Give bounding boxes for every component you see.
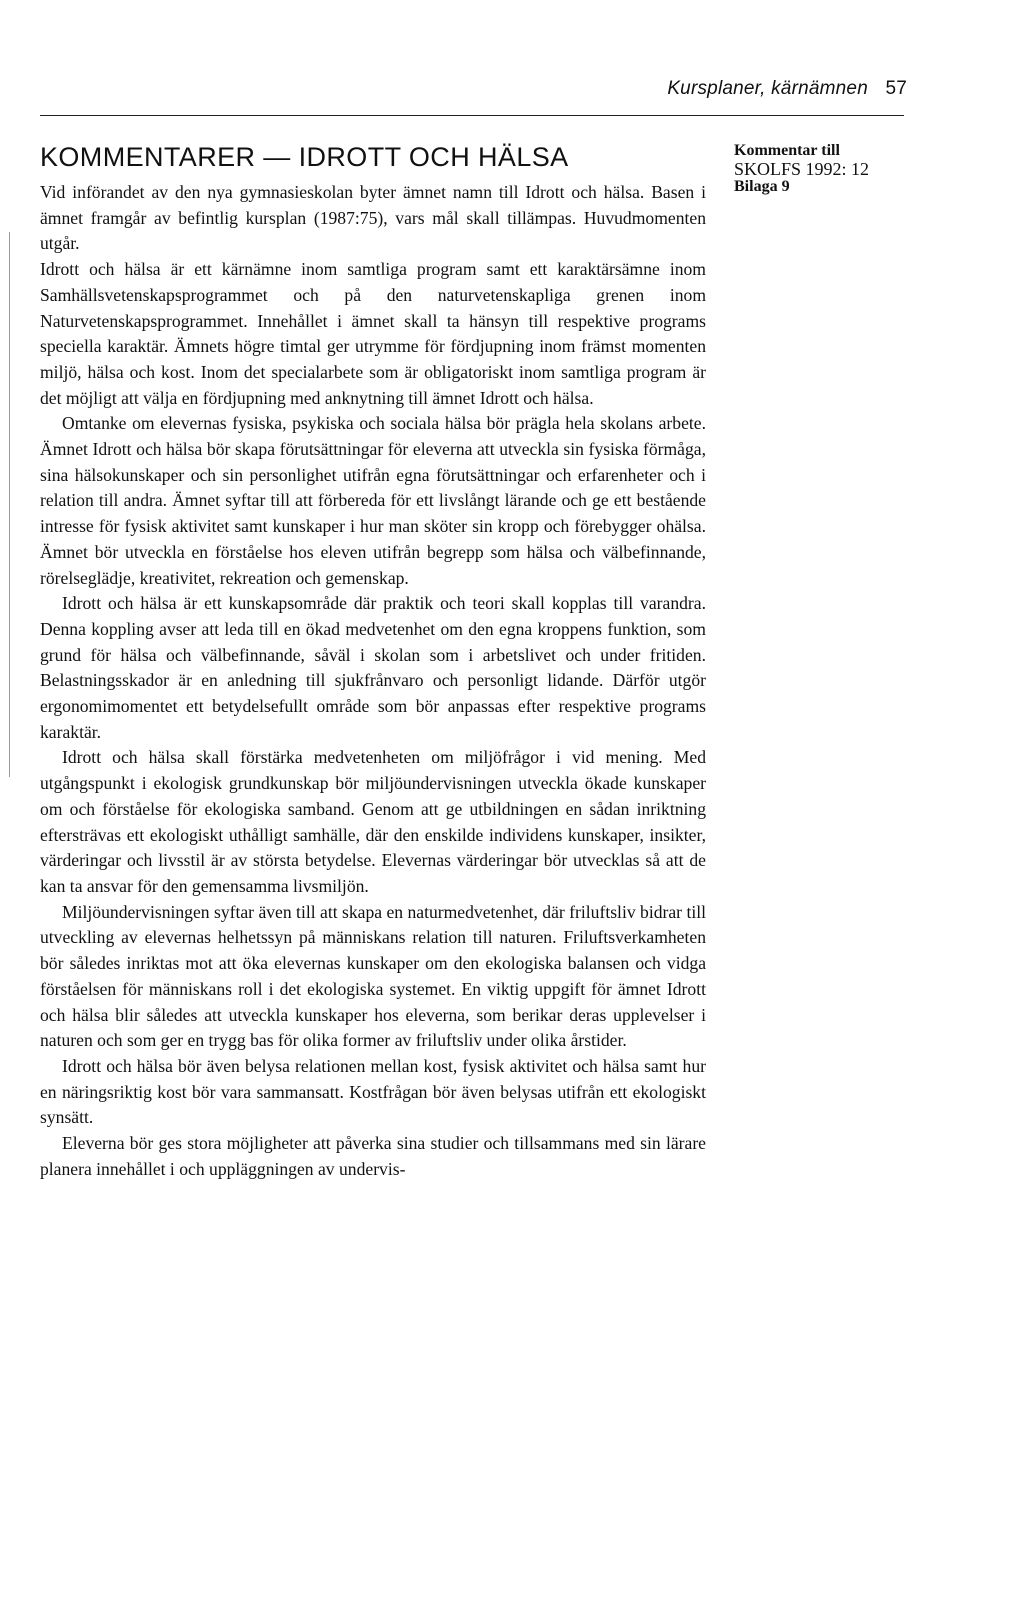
margin-bar (9, 232, 10, 777)
margin-note-line-2: SKOLFS 1992: 12 (734, 159, 870, 179)
section-heading: KOMMENTARER — IDROTT OCH HÄLSA (40, 142, 569, 172)
article-body (40, 140, 706, 1182)
margin-note-line-1: Kommentar till (734, 142, 840, 159)
margin-note (734, 142, 914, 196)
running-title: Kursplaner, kärnämnen (667, 78, 868, 99)
paragraph-2: Idrott och hälsa är ett kärnämne inom samtliga program samt ett karaktärsämne inom Samhällsvetenskapsprogrammet och på den naturvetenskapliga grenen inom Naturvetenskapsprogrammet. Innehållet i ämnet skall ta hänsyn till respektive programs speciella karaktär. Ämnets högre timtal ger utrymme för fördjupning inom främst momenten miljö, hälsa och kost. Inom det specialarbete som är obligatoriskt inom samtliga program är det möjligt att välja en fördjupning med anknytning till ämnet Idrott och hälsa. (40, 259, 706, 408)
margin-note-line-3: Bilaga 9 (734, 178, 790, 195)
paragraph-4: Idrott och hälsa är ett kunskapsområde där praktik och teori skall kopplas till varandra. Denna koppling avser att leda till en ökad medvetenhet om den egna kroppens funktion, som grund för hälsa och välbefinnande, såväl i skolan som i arbetslivet och under fritiden. Belastningsskador är en anledning till sjukfrånvaro och personligt lidande. Därför utgör ergonomimomentet ett betydelsefullt område som bör anpassas efter respektive programs karaktär. (40, 593, 706, 742)
header-rule (40, 115, 904, 116)
paragraph-7: Idrott och hälsa bör även belysa relationen mellan kost, fysisk aktivitet och hälsa samt hur en näringsriktig kost bör vara sammansatt. Kostfrågan bör även belysas utifrån ett ekologiskt synsätt. (40, 1055, 706, 1128)
paragraph-1: Vid införandet av den nya gymnasieskolan byter ämnet namn till Idrott och hälsa. Basen i ämnet framgår av befintlig kursplan (1987:75), vars mål skall tillämpas. Huvudmomenten utgår. (40, 182, 706, 254)
paragraph-5: Idrott och hälsa skall förstärka medvetenheten om miljöfrågor i vid mening. Med utgångspunkt i ekologisk grundkunskap bör miljöundervisningen utveckla ökade kunskaper om och förståelse för ekologiska samband. Genom att ge utbildningen en sådan inriktning eftersträvas ett ekologiskt uthålligt samhälle, där den enskilde individens kunskaper, insikter, värderingar och livsstil är av största betydelse. Elevernas värderingar bör utvecklas så att de kan ta ansvar för den gemensamma livsmiljön. (40, 747, 706, 896)
paragraph-8: Eleverna bör ges stora möjligheter att påverka sina studier och tillsammans med sin lärare planera innehållet i och uppläggningen av undervis- (40, 1133, 706, 1179)
paragraph-6: Miljöundervisningen syftar även till att skapa en naturmedvetenhet, där friluftsliv bidrar till utveckling av elevernas helhetssyn på människans relation till naturen. Friluftsverkamheten bör således inriktas mot att öka elevernas kunskaper om den ekologiska balansen och vidga förståelsen för människans roll i det ekologiska systemet. En viktig uppgift för ämnet Idrott och hälsa blir således att utveckla kunskaper hos eleverna, som berikar deras upplevelser i naturen och som ger en trygg bas för olika former av friluftsliv under olika årstider. (40, 901, 706, 1051)
paragraph-3: Omtanke om elevernas fysiska, psykiska och sociala hälsa bör prägla hela skolans arbete. Ämnet Idrott och hälsa bör skapa förutsättningar för eleverna att utveckla sin fysiska förmåga, sina hälsokunskaper och sin personlighet utifrån egna förutsättningar och erfarenheter och i relation till andra. Ämnet syftar till att förbereda för ett livslångt lärande och ge ett bestående intresse för fysisk aktivitet samt kunskaper i hur man sköter sin kropp och förebygger ohälsa. Ämnet bör utveckla en förståelse hos eleven utifrån begrepp som hälsa och välbefinnande, rörelseglädje, kreativitet, rekreation och gemenskap. (40, 413, 706, 588)
running-head (667, 78, 907, 100)
page-number: 57 (885, 78, 907, 99)
